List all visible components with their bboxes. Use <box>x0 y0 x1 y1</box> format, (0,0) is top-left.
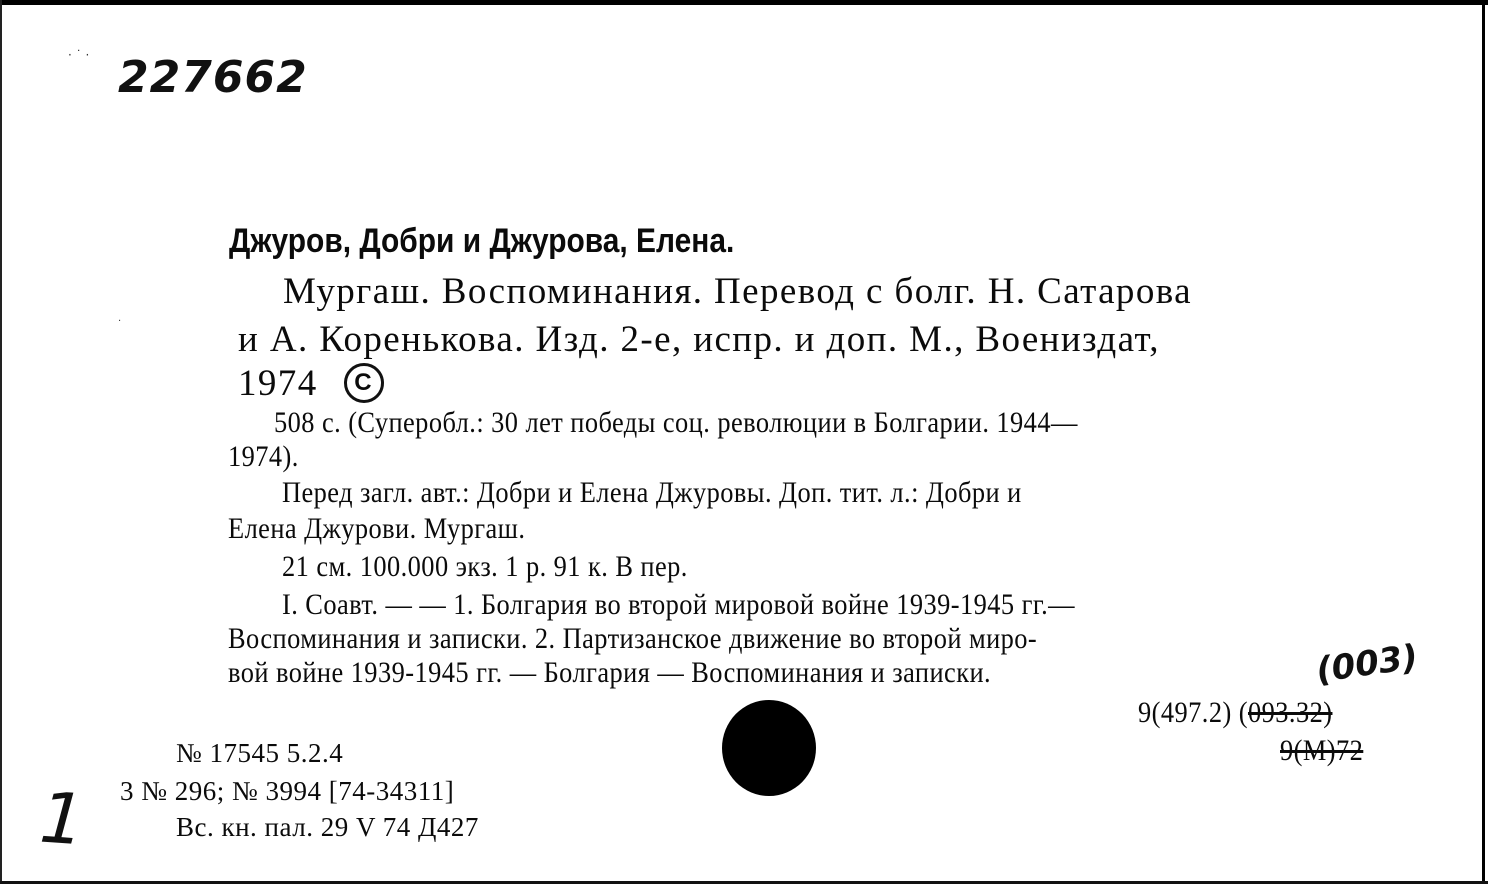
body-line-7: Воспоминания и записки. 2. Партизанское движение во второй миро- <box>228 622 1038 655</box>
handwritten-code: (003) <box>1313 637 1421 691</box>
ink-speck: · <box>118 316 122 327</box>
record-number: 3 № 296; № 3994 [74-34311] <box>120 776 455 806</box>
title-line-1: Мургаш. Воспоминания. Перевод с болг. Н. Сатарова <box>283 271 1192 312</box>
card-right-border <box>1482 0 1485 884</box>
publication-year: 1974 <box>238 363 318 404</box>
inventory-number: 227662 <box>118 52 308 103</box>
title-line-2: и А. Коренькова. Изд. 2-е, испр. и доп. М., Воениздат, <box>238 319 1160 360</box>
author-heading: Джуров, Добри и Джурова, Елена. <box>229 222 735 260</box>
order-number: № 17545 5.2.4 <box>176 738 344 768</box>
copyright-icon: C <box>344 363 384 403</box>
punch-hole <box>722 700 816 796</box>
classification-main: 9(497.2) ( <box>1138 696 1248 729</box>
card-top-border <box>0 0 1488 5</box>
body-line-3: Перед загл. авт.: Добри и Елена Джуровы. Доп. тит. л.: Добри и <box>282 476 1022 509</box>
body-line-4: Елена Джурови. Мургаш. <box>228 512 526 545</box>
body-line-8: вой войне 1939-1945 гг. — Болгария — Воспоминания и записки. <box>228 656 992 689</box>
title-line-3 <box>238 362 384 407</box>
classification-struck-2: 9(М)72 <box>1280 734 1364 767</box>
classification-index <box>1138 696 1332 730</box>
body-line-1: 508 с. (Суперобл.: 30 лет победы соц. революции в Болгарии. 1944— <box>274 406 1078 439</box>
body-line-2: 1974). <box>228 440 299 473</box>
book-chamber-line: Вс. кн. пал. 29 V 74 Д427 <box>176 812 479 842</box>
ink-speck: · ˙ · <box>68 48 90 62</box>
handwritten-number: 1 <box>37 776 88 862</box>
card-left-border <box>0 0 2 884</box>
classification-struck-1: 093.32) <box>1247 696 1333 729</box>
body-line-5: 21 см. 100.000 экз. 1 р. 91 к. В пер. <box>282 550 688 583</box>
body-line-6: I. Соавт. — — 1. Болгария во второй мировой войне 1939-1945 гг.— <box>282 588 1076 621</box>
